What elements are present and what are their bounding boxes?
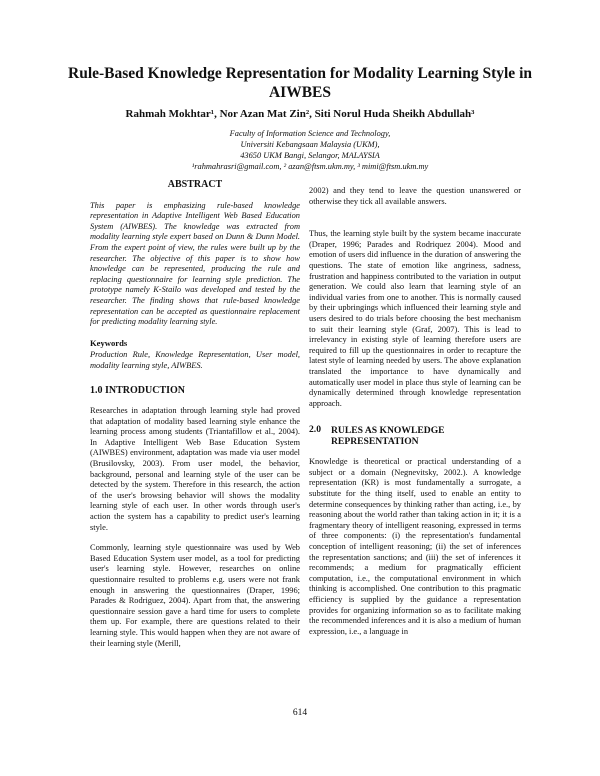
intro-paragraph-2: Commonly, learning style questionnaire was used by Web Based Education System user model, as a tool for predicting user's learning style. However, researches on online questionnaire resulted to problems e.g. users were not frank enough in answering the questionnaires (Draper, 1996; Parades & Rodriguez, 2004). Apart from that, the answering questionnaire session gave a hard time for users to complete them up. For example, there are questions related to their learning style. This would happen when they are not aware of their learning style (Merill, — [90, 543, 300, 648]
author-list: Rahmah Mokhtar¹, Nor Azan Mat Zin², Siti Norul Huda Sheikh Abdullah³ — [125, 108, 475, 120]
affiliation-emails: ¹rahmahrasri@gmail.com, ² azan@ftsm.ukm.my, ³ mimi@ftsm.ukm.my — [191, 162, 429, 171]
section-2-title: RULES AS KNOWLEDGE REPRESENTATION — [331, 425, 445, 448]
right-column — [309, 186, 521, 647]
section-2-paragraph-1: Knowledge is theoretical or practical understanding of a subject or a domain (Negnevitsky, 2002.). A knowledge representation (KR) is most fundamentally a surrogate, a substitute for the thing itself, used to enable an entity to determine consequences by thinking rather than acting, i.e., by reasoning about the world rather than taking action in it; it is a fragmentary theory of intelligent reasoning, expressed in terms of three components: (i) the representation's fundamental conception of intelligent reasoning; (ii) the set of inferences the representation sanctions; and (iii) the set of inferences it recommends; a medium for pragmatically efficient computation, i.e., the computational environment in which thinking is accomplished. One contribution to this pragmatic efficiency is supplied by the guidance a representation provides for organizing information so as to facilitate making the recommended inferences and it is also a medium of human expression, i.e., a language in — [309, 457, 521, 636]
affiliation-address: 43650 UKM Bangi, Selangor, MALAYSIA — [240, 151, 380, 160]
intro-paragraph-3: Thus, the learning style built by the system became inaccurate (Draper, 1996; Parades and Rodriquez 2004). Mood and emotion of users did influence in the duration of answering the questions. The state of emotion like angriness, sadness, frustration and happiness contributed to the variation in output generation. We could also learn that learning style of an individual varies from one to another. This is normally caused by their upbringings which influenced their learning style and users desired to do trials before choosing the best mechanism to suit their learning style (Graf, 2007). This is lead to irrelevancy in existing style of learning therefore users are required to fill up the questionnaires in order to recapture the latest style of learning needed by users. The above explanation translated the importance to have dynamically and automatically user model in place thus style of learning can be dynamically determined through knowledge representation approach. — [309, 229, 521, 408]
section-2-number: 2.0 — [309, 424, 321, 436]
intro-paragraph-2-continued: 2002) and they tend to leave the question unanswered or otherwise they tick all available answers. — [309, 186, 521, 206]
abstract-heading: ABSTRACT — [167, 179, 223, 190]
section-2-heading — [309, 425, 521, 447]
affiliation-block — [150, 128, 470, 172]
intro-paragraph-1: Researches in adaptation through learning style had proved that adaptation of modality based learning style enhance the learning process among students (Triantafillow et al., 2004). In Adaptive Intelligent Web Base Education System (AIWBES) environment, adaptation was made via user model (Brusilovsky, 2003). From user model, the behavior, background, personal and learning style of the user can be detected by the system. Therefore in this research, the action of the user's browsing behavior will shows the modality learning style of each user. In other words through user's action the system has a capability to predict user's learning style. — [90, 406, 300, 532]
keywords-heading: Keywords — [90, 337, 128, 348]
section-1-heading: 1.0 INTRODUCTION — [90, 384, 186, 396]
page-number: 614 — [292, 708, 308, 718]
keywords-text: Production Rule, Knowledge Representation, User model, modality learning style, AIWBES. — [90, 350, 300, 370]
affiliation-university: Universiti Kebangsaan Malaysia (UKM), — [240, 140, 380, 149]
paper-title: Rule-Based Knowledge Representation for Modality Learning Style in AIWBES — [68, 65, 532, 101]
left-column — [90, 180, 300, 659]
abstract-text: This paper is emphasizing rule-based knowledge representation in Adaptive Intelligent Web Based Education System (AIWBES). The knowledge was extracted from modality learning style expert based on Dunn & Dunn Model. From the expert point of view, the rules were built up by the researcher. The objective of this paper is to show how knowledge can be represented, producing the rule and replacing questionnaire for learning style prediction. The prototype namely K-Stailo was developed and tested by the researcher. The finding shows that rule-based knowledge representation can be accepted as questionnaire replacement for predicting modality learning style. — [90, 200, 300, 327]
affiliation-faculty: Faculty of Information Science and Technology, — [229, 129, 391, 138]
